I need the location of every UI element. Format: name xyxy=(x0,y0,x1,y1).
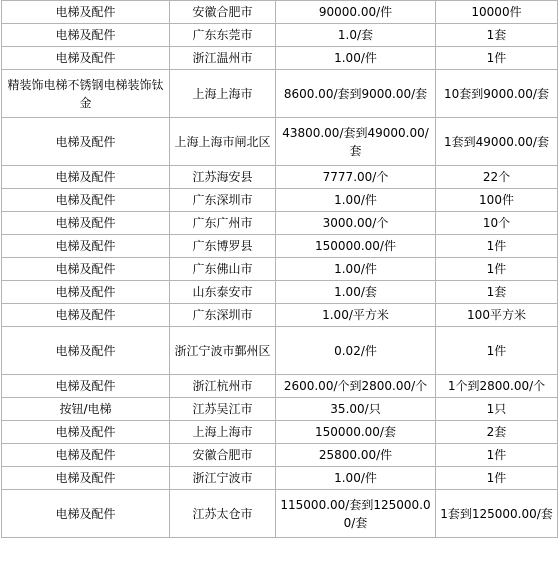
quantity-cell: 1件 xyxy=(436,327,558,375)
price-cell: 35.00/只 xyxy=(276,398,436,421)
price-cell: 1.00/件 xyxy=(276,467,436,490)
table-row xyxy=(2,47,558,70)
product-cell: 电梯及配件 xyxy=(2,24,170,47)
location-cell: 广东深圳市 xyxy=(170,304,276,327)
location-cell: 广东深圳市 xyxy=(170,189,276,212)
listing-body xyxy=(2,1,558,538)
quantity-cell: 1件 xyxy=(436,444,558,467)
price-cell: 1.00/件 xyxy=(276,47,436,70)
location-cell: 浙江温州市 xyxy=(170,47,276,70)
quantity-cell: 22个 xyxy=(436,166,558,189)
quantity-cell: 10套到9000.00/套 xyxy=(436,70,558,118)
product-cell: 按钮/电梯 xyxy=(2,398,170,421)
price-cell: 2600.00/个到2800.00/个 xyxy=(276,375,436,398)
table-row xyxy=(2,1,558,24)
table-row xyxy=(2,235,558,258)
table-row xyxy=(2,304,558,327)
location-cell: 安徽合肥市 xyxy=(170,444,276,467)
price-cell: 115000.00/套到125000.00/套 xyxy=(276,490,436,538)
location-cell: 上海上海市 xyxy=(170,421,276,444)
table-row xyxy=(2,327,558,375)
quantity-cell: 1件 xyxy=(436,47,558,70)
product-cell: 电梯及配件 xyxy=(2,189,170,212)
product-cell: 电梯及配件 xyxy=(2,47,170,70)
price-cell: 3000.00/个 xyxy=(276,212,436,235)
location-cell: 上海上海市 xyxy=(170,70,276,118)
table-row xyxy=(2,398,558,421)
table-row xyxy=(2,421,558,444)
quantity-cell: 1个到2800.00/个 xyxy=(436,375,558,398)
table-row xyxy=(2,118,558,166)
table-row xyxy=(2,490,558,538)
quantity-cell: 100件 xyxy=(436,189,558,212)
price-cell: 1.00/平方米 xyxy=(276,304,436,327)
location-cell: 山东泰安市 xyxy=(170,281,276,304)
quantity-cell: 10个 xyxy=(436,212,558,235)
table-row xyxy=(2,444,558,467)
location-cell: 上海上海市闸北区 xyxy=(170,118,276,166)
location-cell: 广东博罗县 xyxy=(170,235,276,258)
quantity-cell: 1套到125000.00/套 xyxy=(436,490,558,538)
quantity-cell: 1件 xyxy=(436,467,558,490)
quantity-cell: 100平方米 xyxy=(436,304,558,327)
table-row xyxy=(2,212,558,235)
location-cell: 江苏太仓市 xyxy=(170,490,276,538)
price-cell: 8600.00/套到9000.00/套 xyxy=(276,70,436,118)
quantity-cell: 1套到49000.00/套 xyxy=(436,118,558,166)
product-cell: 精装饰电梯不锈钢电梯装饰钛金 xyxy=(2,70,170,118)
product-cell: 电梯及配件 xyxy=(2,304,170,327)
quantity-cell: 2套 xyxy=(436,421,558,444)
table-row xyxy=(2,375,558,398)
quantity-cell: 1件 xyxy=(436,258,558,281)
product-cell: 电梯及配件 xyxy=(2,327,170,375)
price-cell: 7777.00/个 xyxy=(276,166,436,189)
product-cell: 电梯及配件 xyxy=(2,421,170,444)
product-cell: 电梯及配件 xyxy=(2,467,170,490)
product-cell: 电梯及配件 xyxy=(2,1,170,24)
price-cell: 1.0/套 xyxy=(276,24,436,47)
price-cell: 150000.00/套 xyxy=(276,421,436,444)
table-row xyxy=(2,258,558,281)
price-cell: 1.00/件 xyxy=(276,189,436,212)
product-cell: 电梯及配件 xyxy=(2,444,170,467)
price-cell: 1.00/套 xyxy=(276,281,436,304)
product-cell: 电梯及配件 xyxy=(2,490,170,538)
location-cell: 安徽合肥市 xyxy=(170,1,276,24)
price-cell: 90000.00/件 xyxy=(276,1,436,24)
table-row xyxy=(2,70,558,118)
product-cell: 电梯及配件 xyxy=(2,258,170,281)
quantity-cell: 1只 xyxy=(436,398,558,421)
location-cell: 浙江宁波市鄞州区 xyxy=(170,327,276,375)
price-cell: 43800.00/套到49000.00/套 xyxy=(276,118,436,166)
location-cell: 广东佛山市 xyxy=(170,258,276,281)
quantity-cell: 1件 xyxy=(436,235,558,258)
table-row xyxy=(2,281,558,304)
table-row xyxy=(2,24,558,47)
product-cell: 电梯及配件 xyxy=(2,212,170,235)
location-cell: 江苏吴江市 xyxy=(170,398,276,421)
table-row xyxy=(2,189,558,212)
product-listing-table xyxy=(1,0,558,538)
product-cell: 电梯及配件 xyxy=(2,118,170,166)
product-cell: 电梯及配件 xyxy=(2,166,170,189)
product-cell: 电梯及配件 xyxy=(2,235,170,258)
quantity-cell: 1套 xyxy=(436,24,558,47)
location-cell: 广东东莞市 xyxy=(170,24,276,47)
table-row xyxy=(2,467,558,490)
price-cell: 1.00/件 xyxy=(276,258,436,281)
quantity-cell: 10000件 xyxy=(436,1,558,24)
product-cell: 电梯及配件 xyxy=(2,375,170,398)
price-cell: 0.02/件 xyxy=(276,327,436,375)
location-cell: 浙江杭州市 xyxy=(170,375,276,398)
location-cell: 浙江宁波市 xyxy=(170,467,276,490)
location-cell: 广东广州市 xyxy=(170,212,276,235)
price-cell: 25800.00/件 xyxy=(276,444,436,467)
quantity-cell: 1套 xyxy=(436,281,558,304)
table-row xyxy=(2,166,558,189)
product-cell: 电梯及配件 xyxy=(2,281,170,304)
price-cell: 150000.00/件 xyxy=(276,235,436,258)
location-cell: 江苏海安县 xyxy=(170,166,276,189)
